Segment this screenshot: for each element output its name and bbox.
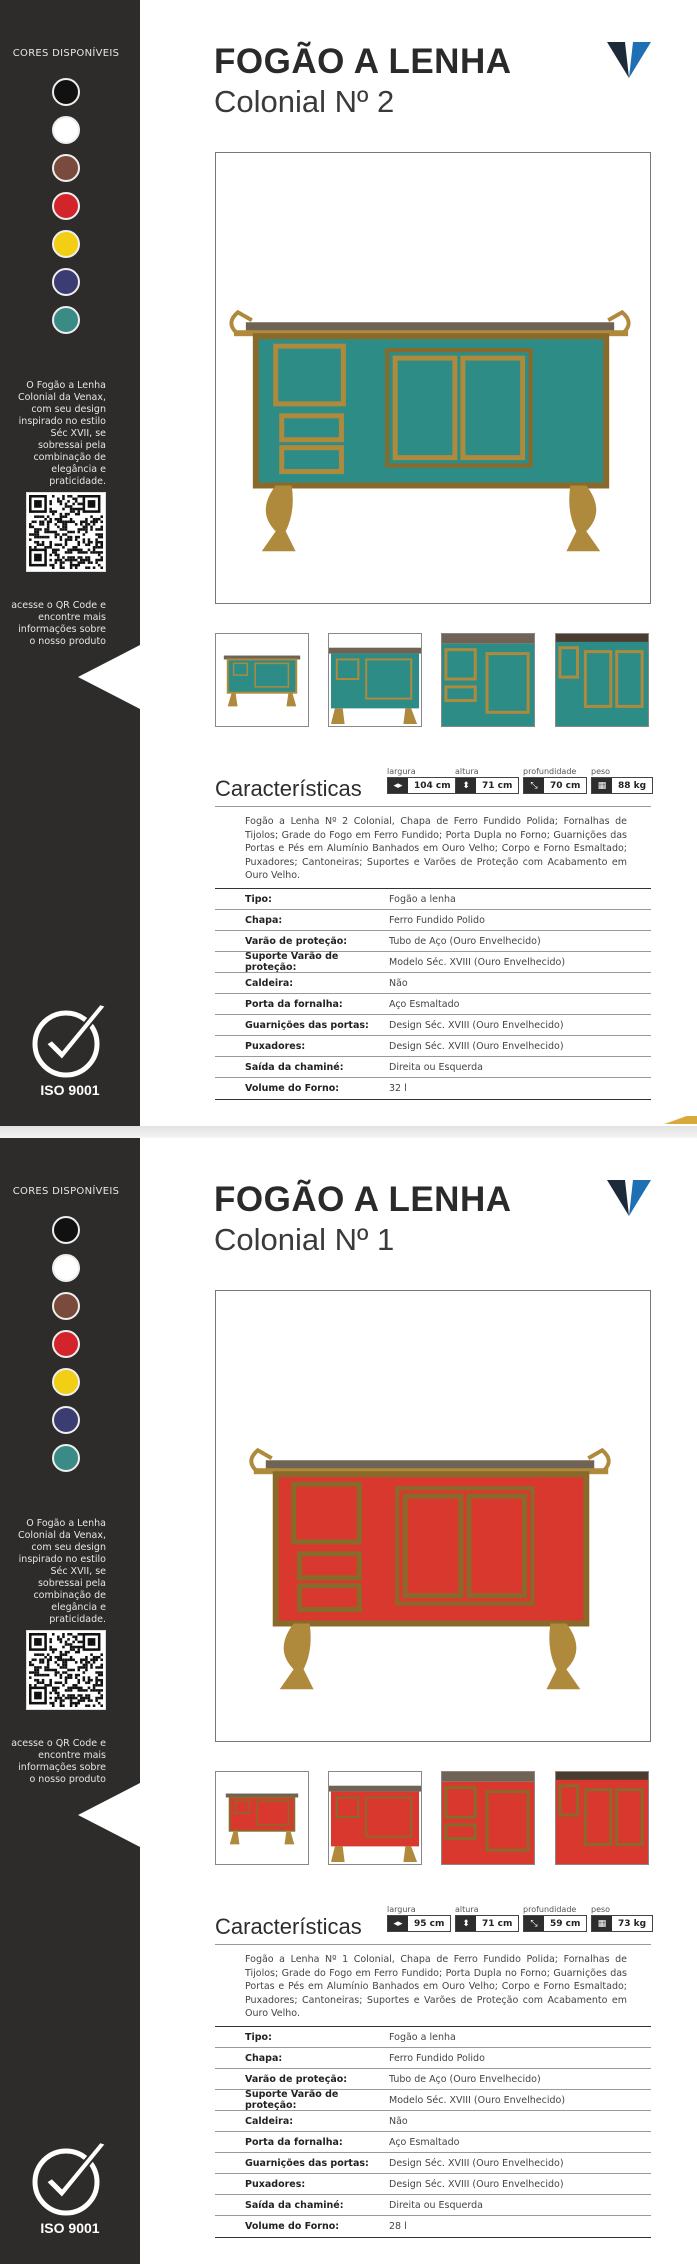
thumbnail-2[interactable] <box>328 633 422 727</box>
table-row <box>215 2216 651 2237</box>
table-value: Aço Esmaltado <box>389 2136 460 2148</box>
characteristics-heading: Características <box>215 776 362 801</box>
thumb-front-view <box>216 634 308 726</box>
spec-weight-label: peso <box>591 1905 611 1914</box>
page-corner-accent <box>657 1116 697 1124</box>
table-key: Guarnições das portas: <box>245 2157 369 2169</box>
page-subtitle: Colonial Nº 2 <box>214 84 395 119</box>
table-value: Não <box>389 977 408 989</box>
thumbnail-2[interactable] <box>328 1771 422 1865</box>
table-row <box>215 910 651 931</box>
table-key: Suporte Varão de proteção: <box>245 2089 339 2111</box>
spec-width-value: 104 cm <box>414 781 451 791</box>
thumbnail-3[interactable] <box>441 1771 535 1865</box>
table-row <box>215 2153 651 2174</box>
sidebar <box>0 1138 140 2264</box>
iso-checkmark-icon <box>30 1000 110 1080</box>
product-paragraph: Fogão a Lenha Nº 1 Colonial, Chapa de Ferro Fundido Polida; Fornalhas de Tijolos; Grade do Fogo em Ferro Fundido; Porta Dupla no Forno; Guarnições das Portas e Pés em Alumínio Banhados em Ouro Velho; Corpo e Forno Esmaltado; Puxadores; Cantoneiras; Suportes e Varões de Proteção com Acabamento em Ouro Velho. <box>245 1954 627 2019</box>
product-description: O Fogão a Lenha Colonial da Venax, com seu design inspirado no estilo Séc XVII, se sobressai pela combinação de elegância e praticidade. <box>17 1518 106 1625</box>
swatch-yellow[interactable] <box>52 1368 80 1396</box>
qr-code[interactable] <box>27 493 105 571</box>
swatch-teal[interactable] <box>52 306 80 334</box>
table-key: Porta da fornalha: <box>245 2136 343 2148</box>
table-row <box>215 2132 651 2153</box>
depth-arrows-icon: ⤡ <box>524 1916 544 1931</box>
table-value: Modelo Séc. XVIII (Ouro Envelhecido) <box>389 2094 566 2106</box>
table-row <box>215 1015 651 1036</box>
table-row <box>215 2174 651 2195</box>
depth-arrows-icon: ⤡ <box>524 778 544 793</box>
table-value: 28 l <box>389 2221 407 2232</box>
main-product-image[interactable] <box>215 1290 651 1742</box>
qr-note: acesse o QR Code e encontre mais informações sobre o nosso produto <box>11 1738 106 1785</box>
sidebar <box>0 0 140 1126</box>
table-row <box>215 994 651 1015</box>
table-value: Direita ou Esquerda <box>389 1061 483 1073</box>
width-arrows-icon: ◂▸ <box>388 1916 408 1931</box>
table-value: Não <box>389 2115 408 2127</box>
spec-height-value: 71 cm <box>482 1919 513 1929</box>
spec-height-label: altura <box>455 1905 479 1914</box>
product-page-colonial-2 <box>0 0 697 1126</box>
thumbnail-1[interactable] <box>215 633 309 727</box>
table-row <box>215 931 651 952</box>
color-swatches <box>52 1216 80 1482</box>
thumbnail-1[interactable] <box>215 1771 309 1865</box>
thumb-drawers-detail <box>442 1772 534 1864</box>
thumb-front-view <box>216 1772 308 1864</box>
iso-label: ISO 9001 <box>40 1082 100 1098</box>
thumbnail-4[interactable] <box>555 1771 649 1865</box>
weight-grid-icon: ▦ <box>592 778 612 793</box>
characteristics-heading: Características <box>215 1914 362 1939</box>
thumb-door-detail <box>556 1772 648 1864</box>
qr-code[interactable] <box>27 1631 105 1709</box>
height-arrows-icon: ⬍ <box>456 1916 476 1931</box>
table-row <box>215 2111 651 2132</box>
spec-weight <box>591 767 653 794</box>
thumb-angled-view <box>329 634 421 726</box>
main-product-image[interactable] <box>215 152 651 604</box>
table-value: Ferro Fundido Polido <box>389 914 485 926</box>
page-subtitle: Colonial Nº 1 <box>214 1222 395 1257</box>
table-key: Tipo: <box>245 2031 272 2043</box>
page-separator <box>0 1126 697 1138</box>
width-arrows-icon: ◂▸ <box>388 778 408 793</box>
table-row <box>215 1036 651 1057</box>
table-value: Fogão a lenha <box>389 893 456 905</box>
stove-drawing <box>251 1450 608 1689</box>
divider <box>215 806 651 807</box>
thumb-angled-view <box>329 1772 421 1864</box>
table-value: Design Séc. XVIII (Ouro Envelhecido) <box>389 2157 564 2169</box>
swatch-brown[interactable] <box>52 154 80 182</box>
colors-label: CORES DISPONÍVEIS <box>12 48 120 59</box>
table-key: Caldeira: <box>245 2115 294 2127</box>
thumb-door-detail <box>556 634 648 726</box>
qr-note: acesse o QR Code e encontre mais informações sobre o nosso produto <box>11 600 106 647</box>
swatch-blue[interactable] <box>52 1406 80 1434</box>
spec-height-label: altura <box>455 767 479 776</box>
spec-depth <box>523 767 587 794</box>
stove-illustration <box>216 1291 650 1741</box>
venax-logo-icon <box>607 1176 651 1220</box>
table-key: Volume do Forno: <box>245 2221 340 2232</box>
table-row <box>215 2027 651 2048</box>
table-key: Puxadores: <box>245 1040 306 1052</box>
table-key: Chapa: <box>245 914 283 926</box>
color-swatches <box>52 78 80 344</box>
table-key: Volume do Forno: <box>245 1083 340 1094</box>
swatch-red[interactable] <box>52 192 80 220</box>
swatch-teal[interactable] <box>52 1444 80 1472</box>
product-description: O Fogão a Lenha Colonial da Venax, com seu design inspirado no estilo Séc XVII, se sobressai pela combinação de elegância e praticidade. <box>17 380 106 487</box>
table-value: Aço Esmaltado <box>389 998 460 1010</box>
table-value: 32 l <box>389 1083 407 1094</box>
height-arrows-icon: ⬍ <box>456 778 476 793</box>
table-key: Caldeira: <box>245 977 294 989</box>
thumb-drawers-detail <box>442 634 534 726</box>
spec-weight <box>591 1905 653 1932</box>
table-value: Design Séc. XVIII (Ouro Envelhecido) <box>389 1040 564 1052</box>
spec-weight-label: peso <box>591 767 611 776</box>
sidebar-notch <box>78 1783 140 1847</box>
table-row <box>215 952 651 973</box>
spec-width <box>387 767 458 794</box>
swatch-black[interactable] <box>52 78 80 106</box>
table-key: Saída da chaminé: <box>245 2199 344 2211</box>
swatch-black[interactable] <box>52 1216 80 1244</box>
venax-logo-icon <box>607 38 651 82</box>
colors-label: CORES DISPONÍVEIS <box>12 1186 120 1197</box>
iso-checkmark-icon <box>30 2138 110 2218</box>
table-key: Saída da chaminé: <box>245 1061 344 1073</box>
swatch-brown[interactable] <box>52 1292 80 1320</box>
thumbnail-4[interactable] <box>555 633 649 727</box>
spec-weight-value: 88 kg <box>618 781 647 791</box>
table-value: Design Séc. XVIII (Ouro Envelhecido) <box>389 1019 564 1031</box>
table-value: Modelo Séc. XVIII (Ouro Envelhecido) <box>389 956 566 968</box>
table-key: Suporte Varão de proteção: <box>245 951 339 973</box>
table-key: Guarnições das portas: <box>245 1019 369 1031</box>
table-row <box>215 889 651 910</box>
swatch-white[interactable] <box>52 116 80 144</box>
spec-table <box>215 2026 651 2238</box>
spec-depth-value: 59 cm <box>550 1919 581 1929</box>
divider <box>215 1944 651 1945</box>
spec-table <box>215 888 651 1100</box>
swatch-red[interactable] <box>52 1330 80 1358</box>
page-title: FOGÃO A LENHA <box>214 42 512 81</box>
table-row <box>215 2048 651 2069</box>
thumbnail-3[interactable] <box>441 633 535 727</box>
spec-depth <box>523 1905 587 1932</box>
product-page-colonial-1 <box>0 1138 697 2264</box>
spec-width-label: largura <box>387 767 416 776</box>
table-value: Tubo de Aço (Ouro Envelhecido) <box>389 935 541 947</box>
table-row <box>215 2195 651 2216</box>
spec-width <box>387 1905 451 1932</box>
table-key: Porta da fornalha: <box>245 998 343 1010</box>
weight-grid-icon: ▦ <box>592 1916 612 1931</box>
swatch-yellow[interactable] <box>52 230 80 258</box>
sidebar-notch <box>78 645 140 709</box>
table-value: Design Séc. XVIII (Ouro Envelhecido) <box>389 2178 564 2190</box>
table-row <box>215 2090 651 2111</box>
spec-height-value: 71 cm <box>482 781 513 791</box>
table-value: Ferro Fundido Polido <box>389 2052 485 2064</box>
spec-weight-value: 73 kg <box>618 1919 647 1929</box>
table-key: Varão de proteção: <box>245 935 348 947</box>
spec-height <box>455 767 519 794</box>
table-key: Varão de proteção: <box>245 2073 348 2085</box>
table-row <box>215 2069 651 2090</box>
table-value: Fogão a lenha <box>389 2031 456 2043</box>
swatch-blue[interactable] <box>52 268 80 296</box>
table-row <box>215 973 651 994</box>
table-key: Chapa: <box>245 2052 283 2064</box>
swatch-white[interactable] <box>52 1254 80 1282</box>
table-key: Tipo: <box>245 893 272 905</box>
spec-depth-label: profundidade <box>523 1905 577 1914</box>
spec-depth-label: profundidade <box>523 767 577 776</box>
table-row <box>215 1057 651 1078</box>
spec-width-label: largura <box>387 1905 416 1914</box>
product-paragraph: Fogão a Lenha Nº 2 Colonial, Chapa de Ferro Fundido Polida; Fornalhas de Tijolos; Grade do Fogo em Ferro Fundido; Porta Dupla no Forno; Guarnições das Portas e Pés em Alumínio Banhados em Ouro Velho; Corpo e Forno Esmaltado; Puxadores; Cantoneiras; Suportes e Varões de Proteção com Acabamento em Ouro Velho. <box>245 816 627 881</box>
stove-illustration <box>216 153 650 603</box>
iso-label: ISO 9001 <box>40 2220 100 2236</box>
table-value: Direita ou Esquerda <box>389 2199 483 2211</box>
table-value: Tubo de Aço (Ouro Envelhecido) <box>389 2073 541 2085</box>
qr-code-icon <box>29 495 103 569</box>
page-title: FOGÃO A LENHA <box>214 1180 512 1219</box>
table-row <box>215 1078 651 1099</box>
table-key: Puxadores: <box>245 2178 306 2190</box>
stove-drawing <box>231 312 628 551</box>
spec-height <box>455 1905 519 1932</box>
spec-depth-value: 70 cm <box>550 781 581 791</box>
qr-code-icon <box>29 1633 103 1707</box>
spec-width-value: 95 cm <box>414 1919 445 1929</box>
